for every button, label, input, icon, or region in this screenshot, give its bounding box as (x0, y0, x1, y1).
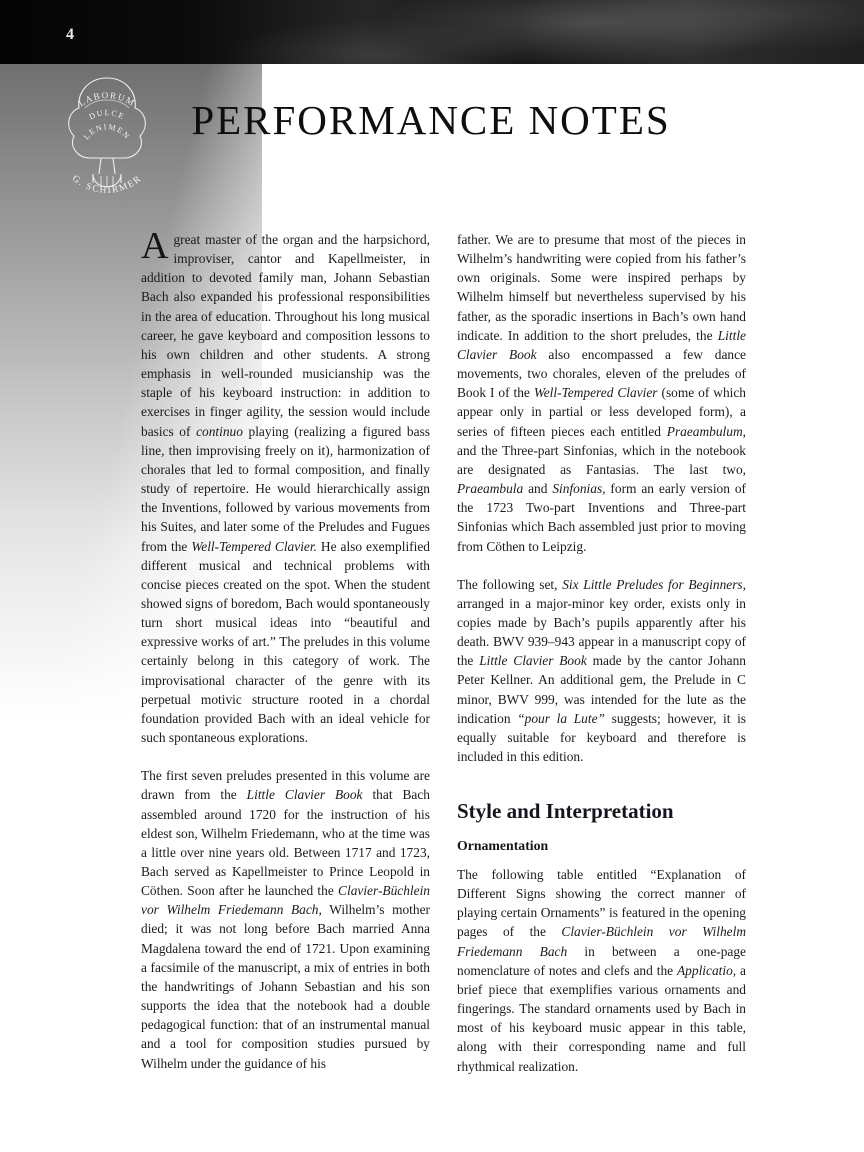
laurel-canopy-outline (69, 78, 146, 158)
paragraph: The first seven preludes presented in this volume are drawn from the Little Clavier Book that Bach assembled around 1720 for the instruction of his eldest son, Wilhelm Friedemann, who at the time was a little over nine years old. Between 1717 and 1723, Bach served as Kapellmeister to Prince Leopold in Cöthen. Soon after he launched the Clavier-Büchlein vor Wilhelm Friedemann Bach, Wilhelm’s mother died; it was not long before Bach married Anna Magdalena toward the end of 1721. Upon examining a facsimile of the manuscript, a mix of entries in both the handwritings of Johann Sebastian and his son supports the idea that the notebook had a double pedagogical function: that of an instrumental manual and a tool for composition studies pursued by Wilhelm under the guidance of his (141, 768, 430, 1071)
page-title: PERFORMANCE NOTES (191, 97, 671, 143)
text-columns (141, 225, 747, 1095)
paragraph: The following table entitled “Explanation of Different Signs showing the correct manner of playing certain Ornaments” is featured in the opening pages of the Clavier-Büchlein vor Wilhelm Friedemann Bach in between a one-page nomenclature of notes and clefs and the Applicatio, a brief piece that exemplifies various ornaments and fingerings. The standard ornaments used by Bach in most of his keyboard music appear in this table, along with their corresponding name and full rhythmical realization. (457, 866, 747, 1074)
svg-text:LABORUM: LABORUM (76, 90, 138, 109)
paragraph-text: great master of the organ and the harpsichord, improviser, cantor and Kapellmeister, in addition to devoted family man, Johann Sebastian Bach also expanded his professional responsibilities in the area of education. Throughout his long musical career, he gave keyboard and composition lessons to his own children and other students. A strong emphasis in well-rounded musicianship was the staple of his keyboard instruction: in addition to exercises in finger agility, the session would include basics of continuo playing (realizing a figured bass line, then improvising freely on it), harmonization of chorales that led to formal composition, and finally study of repertoire. He would hierarchically assign the Inventions, followed by various movements from his Suites, and later some of the Preludes and Fugues from the Well-Tempered Clavier. He also exemplified different musical and technical problems with concise pieces created on the spot. When the student showed signs of boredom, Bach would spontaneously turn short musical ideas into “beautiful and expressive works of art.” The preludes in this volume certainly belong in this category of work. The improvisational character of the genre with its perpetual motivic structure rooted in a chordal foundation provided Bach with an ideal vehicle for such spontaneous explorations. (141, 232, 430, 746)
right-column (457, 230, 746, 1095)
paragraph: father. We are to presume that most of the pieces in Wilhelm’s handwriting were copied from his father’s own originals. Some were inspired perhaps by Wilhelm himself but nevertheless supervised by his father, as the sporadic insertions in Bach’s own hand indicate. In addition to the short preludes, the Little Clavier Book also encompassed a few dance movements, two chorales, eleven of the preludes of Book I of the Well-Tempered Clavier (some of which appear only in partial or less developed form), a series of fifteen pieces each entitled Praeambulum, and the Three-part Sinfonias, which in the notebook are designated as Fantasias. The last two, Praeambula and Sinfonias, form an early version of the 1723 Two-part Inventions and Three-part Sinfonias which Bach assembled just prior to moving from Cöthen to Leipzig. (457, 232, 746, 554)
left-column (141, 225, 430, 1095)
svg-text:G. SCHIRMER: G. SCHIRMER (69, 173, 145, 196)
section-heading: Style and Interpretation (457, 799, 674, 824)
drop-cap: A (141, 225, 169, 267)
header-band (0, 0, 864, 64)
svg-text:LENIMEN: LENIMEN (81, 122, 133, 142)
paragraph: The following set, Six Little Preludes for Beginners, arranged in a major-minor key order, exists only in copies made by Bach’s pupils apparently after his death. BWV 939–943 appear in a manuscript copy of the Little Clavier Book made by the cantor Johann Peter Kellner. An additional gem, the Prelude in C minor, BWV 999, was intended for the lute as the indication “pour la Lute” suggests; however, it is equally suitable for keyboard and therefore is included in this edition. (457, 576, 747, 765)
paragraph (141, 225, 430, 747)
sub-heading: Ornamentation (457, 838, 549, 854)
page-number: 4 (66, 26, 74, 43)
trunk (99, 158, 115, 174)
svg-text:DULCE: DULCE (87, 108, 127, 122)
